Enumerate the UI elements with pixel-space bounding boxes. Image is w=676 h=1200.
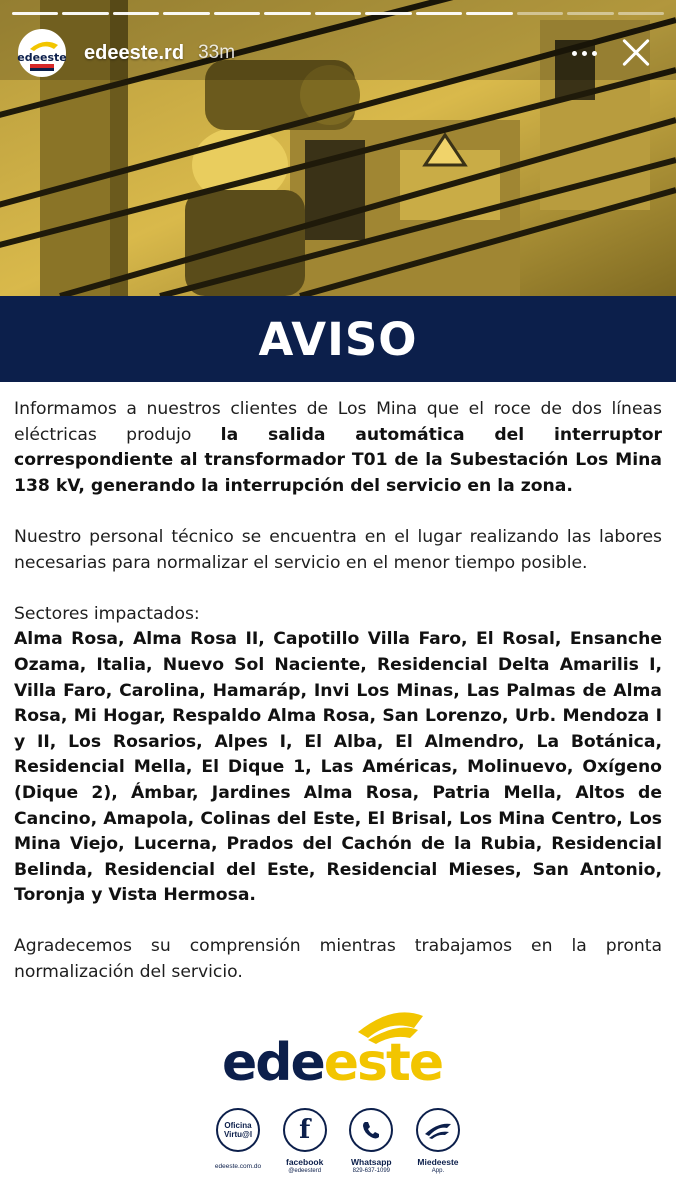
progress-segment bbox=[517, 12, 563, 15]
avatar[interactable] bbox=[18, 29, 66, 77]
notice-paragraph-1 bbox=[14, 397, 662, 499]
progress-segment bbox=[416, 12, 462, 15]
sectors-block bbox=[14, 602, 662, 909]
logo-part-1: ede bbox=[222, 1033, 324, 1093]
progress-segment bbox=[264, 12, 310, 15]
notice-body bbox=[14, 397, 662, 1011]
story-progress-bar bbox=[12, 12, 664, 15]
progress-segment bbox=[163, 12, 209, 15]
oficina-virtual-icon bbox=[216, 1108, 260, 1152]
contact-footer bbox=[208, 1108, 468, 1192]
progress-segment bbox=[466, 12, 512, 15]
footer-label: facebook bbox=[285, 1157, 324, 1167]
virtual-text: Virtu@l bbox=[223, 1130, 253, 1139]
more-dots-icon bbox=[582, 51, 587, 56]
aviso-banner bbox=[0, 296, 676, 382]
sectors-label: Sectores impactados: bbox=[14, 603, 200, 624]
footer-label: edeeste.com.do bbox=[214, 1163, 262, 1170]
paragraph-1-bold: la salida automática del interruptor correspondiente al transformador T01 de la Subestación Los Mina 138 kV, generando la interrupción del servicio en la zona. bbox=[14, 424, 662, 496]
footer-app[interactable] bbox=[408, 1108, 468, 1192]
banner-title: AVISO bbox=[258, 312, 418, 366]
edeeste-logo-graphic bbox=[218, 1010, 458, 1093]
progress-segment bbox=[12, 12, 58, 15]
oficina-text: Oficina bbox=[224, 1121, 252, 1130]
progress-segment bbox=[567, 12, 613, 15]
progress-segment bbox=[315, 12, 361, 15]
footer-sub: App. bbox=[431, 1168, 445, 1174]
facebook-icon bbox=[283, 1108, 327, 1152]
svg-text:edeeste bbox=[222, 1033, 442, 1093]
closing-paragraph: Agradecemos su comprensión mientras trabajamos en la pronta normalización del servicio. bbox=[14, 936, 662, 983]
more-dots-icon bbox=[592, 51, 597, 56]
progress-segment bbox=[365, 12, 411, 15]
edeeste-logo bbox=[218, 1010, 458, 1093]
story-username[interactable]: edeeste.rd bbox=[84, 41, 185, 64]
footer-facebook[interactable] bbox=[275, 1108, 335, 1192]
app-icon bbox=[416, 1108, 460, 1152]
more-dots-icon bbox=[572, 51, 577, 56]
notice-paragraph-2: Nuestro personal técnico se encuentra en el lugar realizando las labores necesarias para normalizar el servicio en el menor tiempo posible. bbox=[14, 526, 662, 573]
progress-segment bbox=[214, 12, 260, 15]
progress-segment bbox=[618, 12, 664, 15]
more-options-button[interactable] bbox=[562, 31, 606, 75]
story-header bbox=[18, 28, 658, 78]
facebook-f: f bbox=[299, 1115, 311, 1145]
progress-segment bbox=[62, 12, 108, 15]
paragraph-1-normal: Informamos a nuestros clientes de Los Mina que el roce de dos líneas eléctricas produjo bbox=[14, 399, 662, 445]
whatsapp-icon bbox=[349, 1108, 393, 1152]
footer-oficina-virtual[interactable] bbox=[208, 1108, 268, 1192]
story-timestamp: 33m bbox=[198, 42, 236, 63]
footer-sub: @edeesterd bbox=[288, 1168, 322, 1174]
phone-icon bbox=[358, 1117, 384, 1143]
logo-part-2: este bbox=[323, 1033, 443, 1093]
edeeste-avatar-logo bbox=[17, 31, 67, 75]
footer-label: Whatsapp bbox=[351, 1157, 392, 1167]
progress-segment bbox=[113, 12, 159, 15]
footer-sub: 829-637-1099 bbox=[352, 1168, 390, 1174]
svg-text:edeeste: edeeste bbox=[17, 51, 67, 64]
close-icon[interactable] bbox=[614, 31, 658, 75]
sectors-list: Alma Rosa, Alma Rosa II, Capotillo Villa Faro, El Rosal, Ensanche Ozama, Italia, Nuevo Sol Naciente, Residencial Delta Amarilis I, Villa Faro, Carolina, Hamaráp, Invi Los Minas, Las Palmas de Alma Rosa, Mi Hogar, Respaldo Alma Rosa, San Lorenzo, Urb. Mendoza I y II, Los Rosarios, Alpes I, El Alba, El Almendro, La Botánica, Residencial Mella, El Dique 1, Las Américas, Molinuevo, Oxígeno (Dique 2), Ámbar, Jardines Alma Rosa, Patria Mella, Altos de Cancino, Amapola, Colinas del Este, El Brisal, Los Mina Centro, Los Mina Viejo, Lucerna, Prados del Cachón de la Rubia, Residencial Belinda, Residencial del Este, Residencial Mieses, San Antonio, Toronja y Vista Hermosa. bbox=[14, 629, 662, 906]
swoosh-icon bbox=[423, 1120, 453, 1140]
footer-label: Miedeeste bbox=[417, 1157, 459, 1167]
footer-whatsapp[interactable] bbox=[341, 1108, 401, 1192]
